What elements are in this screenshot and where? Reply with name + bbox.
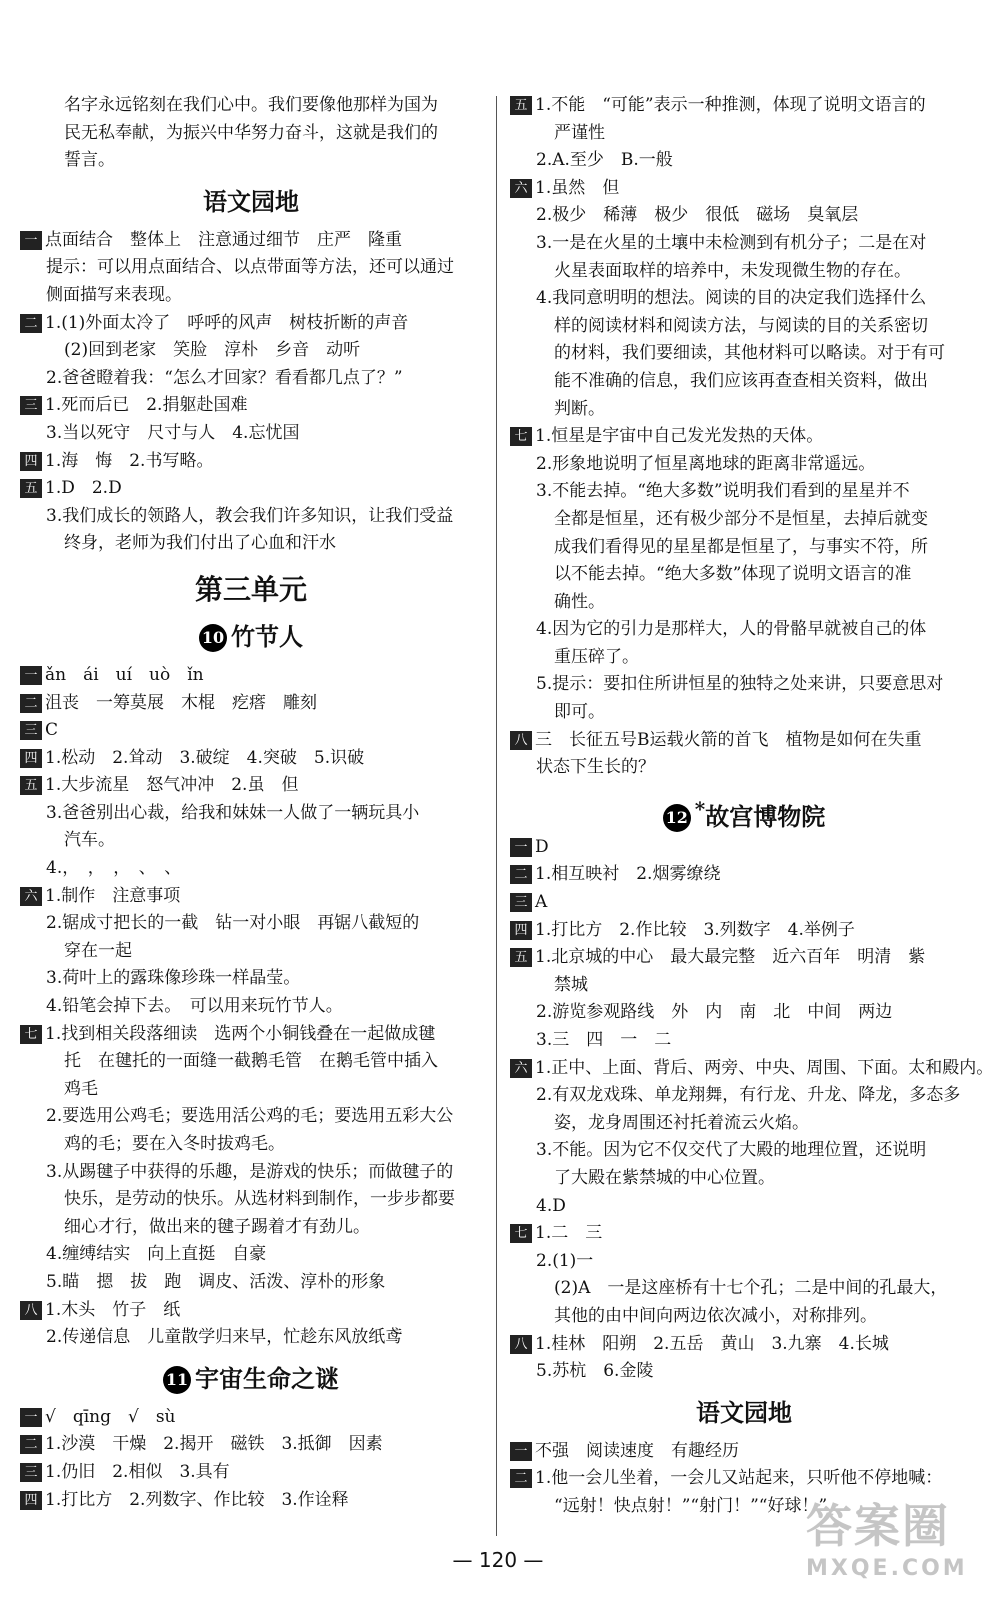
question-number-tag: 八: [510, 1335, 532, 1354]
answer-text: C: [45, 720, 59, 741]
answer-line: 汽车。: [64, 830, 115, 851]
question-number-tag: 七: [510, 1224, 532, 1243]
answer-text: D: [535, 836, 549, 857]
question-number-tag: 一: [20, 231, 42, 250]
answer-line: 了大殿在紫禁城的中心位置。: [554, 1167, 775, 1188]
answer-line: 穿在一起: [64, 940, 132, 961]
question-number-tag: 五: [510, 948, 532, 967]
lesson-heading: [510, 792, 978, 831]
answer-line: [20, 1431, 482, 1459]
answer-line: 5.提示：要扣住所讲恒星的独特之处来讲，只要意思对: [536, 674, 944, 695]
answer-line: [20, 717, 482, 745]
answer-line: 名字永远铭刻在我们心中。我们要像他那样为国为: [64, 95, 438, 115]
question-number-tag: 二: [20, 1435, 42, 1454]
answer-line: [510, 727, 978, 755]
answer-line: 判断。: [554, 398, 605, 419]
answer-line: 细心才行，做出来的毽子踢着才有劲儿。: [64, 1216, 370, 1237]
answer-line: 4.我同意明明的想法。阅读的目的决定我们选择什么: [536, 288, 927, 309]
answer-text: 沮丧 一筹莫展 木棍 疙瘩 雕刻: [45, 692, 317, 713]
answer-text: 不强 阅读速度 有趣经历: [535, 1440, 739, 1461]
answer-line: 以不能去掉。“绝大多数”体现了说明文语言的准: [554, 564, 912, 585]
question-number-tag: 五: [20, 776, 42, 795]
answer-line: 2.游览参观路线 外 内 南 北 中间 两边: [536, 1002, 893, 1023]
answer-line: 托 在毽托的一面缝一截鹅毛管 在鹅毛管中插入: [64, 1051, 438, 1072]
question-number-tag: 二: [510, 1469, 532, 1488]
answer-line: [20, 227, 482, 255]
answer-line: (2)A 一是这座桥有十七个孔；二是中间的孔最大，: [554, 1278, 948, 1299]
answer-line: 禁城: [554, 974, 588, 995]
answer-line: 姿，龙身周围还衬托着流云火焰。: [554, 1112, 809, 1133]
answer-line: 状态下生长的？: [536, 757, 655, 778]
answer-line: [510, 1465, 978, 1493]
watermark-line1: 答案圈: [806, 1499, 950, 1553]
answer-line: [20, 475, 482, 503]
left-column: [20, 92, 482, 1514]
answer-text: 1.相互映衬 2.烟雾缭绕: [535, 864, 721, 885]
answer-text: 三 长征五号B运载火箭的首飞 植物是如何在失重: [535, 729, 922, 750]
column-divider: [496, 96, 497, 1536]
lesson-heading: [20, 1362, 482, 1396]
answer-text: 1.D 2.D: [45, 478, 122, 499]
question-number-tag: 六: [510, 1059, 532, 1078]
answer-line: [20, 1487, 482, 1515]
question-number-tag: 三: [20, 1463, 42, 1482]
answer-line: 提示：可以用点面结合、以点带面等方法，还可以通过: [46, 257, 454, 278]
answer-line: 民无私奉献，为振兴中华努力奋斗，这就是我们的: [64, 122, 438, 143]
answer-line: 誓言。: [64, 150, 115, 171]
answer-line: [510, 175, 978, 203]
answer-text: 1.制作 注意事项: [45, 885, 181, 906]
answer-line: 火星表面取样的培养中，未发现微生物的存在。: [554, 260, 911, 281]
question-number-tag: 三: [20, 396, 42, 415]
answer-line: 3.爸爸别出心裁，给我和妹妹一人做了一辆玩具小: [46, 802, 420, 823]
answer-line: 2.极少 稀薄 极少 很低 磁场 臭氧层: [536, 205, 859, 226]
answer-line: 快乐，是劳动的快乐。从选材料到制作，一步步都要: [64, 1189, 455, 1210]
answer-line: 2.(1)一: [536, 1250, 594, 1271]
answer-text: 1.桂林 阳朔 2.五岳 黄山 3.九寨 4.长城: [535, 1333, 889, 1354]
answer-line: [510, 1331, 978, 1359]
answer-line: [20, 310, 482, 338]
answer-line: 终身，老师为我们付出了心血和汗水: [64, 533, 336, 554]
lesson-number-badge: 12: [663, 804, 691, 832]
answer-line: 5.瞄 摁 拔 跑 调皮、活泼、淳朴的形象: [46, 1271, 386, 1292]
answer-line: [20, 883, 482, 911]
answer-line: 样的阅读材料和阅读方法，与阅读的目的关系密切: [554, 315, 928, 336]
answer-text: 1.二 三: [535, 1223, 603, 1244]
question-number-tag: 七: [20, 1025, 42, 1044]
answer-line: 4.缠缚结实 向上直挺 自豪: [46, 1244, 267, 1265]
answer-line: [510, 834, 978, 862]
question-number-tag: 四: [20, 1491, 42, 1510]
question-number-tag: 七: [510, 427, 532, 446]
question-number-tag: 一: [20, 666, 42, 685]
answer-line: [20, 690, 482, 718]
answer-line: 的材料，我们要细读，其他材料可以略读。对于有可: [554, 343, 945, 364]
answer-line: 4.D: [536, 1195, 566, 1216]
answer-line: [20, 662, 482, 690]
question-number-tag: 一: [510, 1442, 532, 1461]
answer-text: 1.木头 竹子 纸: [45, 1299, 181, 1320]
answer-line: 3.当以死守 尺寸与人 4.忘忧国: [46, 422, 300, 443]
watermark-logo: [806, 1490, 986, 1590]
answer-line: 4.铅笔会掉下去。 可以用来玩竹节人。: [46, 996, 343, 1017]
answer-line: (2)回到老家 笑脸 淳朴 乡音 动听: [64, 340, 361, 361]
answer-line: [20, 448, 482, 476]
page-number: — 120 —: [452, 1548, 544, 1572]
answer-line: 鸡的毛；要在入冬时拔鸡毛。: [64, 1134, 285, 1154]
answer-line: 3.三 四 一 二: [536, 1030, 672, 1050]
answer-line: 严谨性: [554, 122, 605, 143]
answer-line: 2.A.至少 B.一般: [536, 150, 673, 171]
question-number-tag: 四: [20, 452, 42, 471]
question-number-tag: 五: [20, 479, 42, 498]
answer-line: [510, 1438, 978, 1466]
answer-text: 1.他一会儿坐着，一会儿又站起来，只听他不停地喊：: [535, 1468, 943, 1489]
answer-line: 3.从踢毽子中获得的乐趣，是游戏的快乐；而做毽子的: [46, 1161, 454, 1182]
answer-line: 鸡毛: [64, 1078, 98, 1099]
answer-line: [510, 92, 978, 120]
answer-text: 1.沙漠 干燥 2.揭开 磁铁 3.抵御 因素: [45, 1434, 383, 1455]
question-number-tag: 八: [510, 731, 532, 750]
unit-heading: 第三单元: [194, 572, 307, 606]
answer-line: 2.锯成寸把长的一截 钻一对小眼 再锯八截短的: [46, 913, 420, 934]
answer-text: 1.仍旧 2.相似 3.具有: [45, 1461, 230, 1482]
answer-line: [20, 1021, 482, 1049]
answer-line: 成我们看得见的星星都是恒星了，与事实不符，所: [554, 536, 928, 557]
answer-line: 全都是恒星，还有极少部分不是恒星，去掉后就变: [554, 508, 928, 529]
answer-line: 即可。: [554, 702, 605, 723]
answer-text: 1.恒星是宇宙中自己发光发热的天体。: [535, 426, 824, 447]
answer-line: 2.有双龙戏珠、单龙翔舞，有行龙、升龙、降龙，多态多: [536, 1085, 961, 1106]
answer-line: “远射！快点射！”“射门！”“好球！”: [554, 1495, 828, 1516]
answer-text: 1.死而后已 2.捐躯赴国难: [45, 395, 248, 416]
answer-text: 1.松动 2.耸动 3.破绽 4.突破 5.识破: [45, 747, 365, 768]
answer-line: [20, 772, 482, 800]
answer-line: [510, 889, 978, 917]
answer-line: 3.我们成长的领路人，教会我们许多知识，让我们受益: [46, 505, 454, 526]
lesson-title: 竹节人: [231, 621, 303, 651]
answer-text: ǎn ái uí uò ǐn: [45, 664, 204, 685]
answer-line: 3.荷叶上的露珠像珍珠一样晶莹。: [46, 968, 301, 989]
question-number-tag: 四: [20, 749, 42, 768]
question-number-tag: 二: [20, 314, 42, 333]
answer-line: [510, 944, 978, 972]
answer-line: 能不准确的信息，我们应该再查查相关资料，做出: [554, 370, 928, 391]
question-number-tag: 四: [510, 921, 532, 940]
question-number-tag: 二: [510, 865, 532, 884]
answer-line: 2.传递信息 儿童散学归来早，忙趁东风放纸鸢: [46, 1327, 403, 1348]
lesson-number-badge: 10: [199, 624, 227, 652]
answer-text: 1.打比方 2.列数字、作比较 3.作诠释: [45, 1489, 349, 1510]
question-number-tag: 三: [510, 893, 532, 912]
answer-line: 2.形象地说明了恒星离地球的距离非常遥远。: [536, 453, 876, 474]
lesson-heading: [20, 620, 482, 654]
answer-line: [510, 1220, 978, 1248]
answer-line: 2.要选用公鸡毛；要选用活公鸡的毛；要选用五彩大公: [46, 1106, 454, 1127]
answer-line: [510, 1055, 994, 1083]
answer-line: 3.不能去掉。“绝大多数”说明我们看到的星星并不: [536, 481, 910, 502]
answer-text: 点面结合 整体上 注意通过细节 庄严 隆重: [45, 229, 402, 250]
question-number-tag: 一: [510, 838, 532, 857]
answer-line: 4.因为它的引力是那样大，人的骨骼早就被自己的体: [536, 619, 927, 640]
answer-line: 重压碎了。: [554, 646, 639, 667]
answer-text: 1.找到相关段落细读 选两个小铜钱叠在一起做成毽: [45, 1023, 436, 1044]
answer-line: [20, 745, 482, 773]
question-number-tag: 一: [20, 1408, 42, 1427]
answer-line: [510, 917, 978, 945]
section-heading: 语文园地: [203, 186, 299, 216]
answer-line: 确性。: [554, 591, 605, 612]
answer-line: [20, 392, 482, 420]
answer-line: 5.苏杭 6.金陵: [536, 1361, 654, 1382]
question-number-tag: 五: [510, 96, 532, 115]
answer-line: [510, 423, 978, 451]
lesson-title: 故宫博物院: [705, 801, 826, 831]
answer-text: √ qīng √ sù: [45, 1406, 176, 1427]
section-heading: 语文园地: [696, 1397, 792, 1427]
answer-text: 1.打比方 2.作比较 3.列数字 4.举例子: [535, 919, 855, 940]
question-number-tag: 六: [510, 179, 532, 198]
lesson-optional-mark: *: [694, 796, 706, 821]
answer-text: 1.正中、上面、背后、两旁、中央、周围、下面。太和殿内。: [535, 1057, 994, 1078]
answer-text: 1.不能 “可能”表示一种推测，体现了说明文语言的: [535, 95, 926, 115]
answer-line: 3.一是在火星的土壤中未检测到有机分子；二是在对: [536, 232, 927, 253]
answer-line: [20, 1404, 482, 1432]
answer-line: [20, 1459, 482, 1487]
question-number-tag: 六: [20, 887, 42, 906]
answer-text: 1.虽然 但: [535, 177, 620, 198]
answer-line: 其他的由中间向两边依次减小，对称排列。: [554, 1305, 877, 1326]
answer-line: 4.， ， ， 、 、: [46, 858, 182, 879]
answer-text: 1.北京城的中心 最大最完整 近六百年 明清 紫: [535, 947, 926, 968]
question-number-tag: 三: [20, 721, 42, 740]
lesson-number-badge: 11: [163, 1366, 191, 1394]
watermark-line2: MXQE.COM: [806, 1556, 968, 1581]
answer-text: A: [535, 892, 548, 913]
answer-text: 1.大步流星 怒气冲冲 2.虽 但: [45, 775, 299, 796]
answer-line: 2.爸爸瞪着我：“怎么才回家？看看都几点了？”: [46, 367, 403, 388]
question-number-tag: 八: [20, 1301, 42, 1320]
answer-text: 1.海 悔 2.书写略。: [45, 450, 214, 471]
answer-line: [20, 1297, 482, 1325]
answer-text: 1.(1)外面太冷了 呼呼的风声 树枝折断的声音: [45, 312, 409, 333]
answer-line: [510, 861, 978, 889]
lesson-title: 宇宙生命之谜: [195, 1363, 339, 1393]
right-column: [510, 92, 994, 1521]
question-number-tag: 二: [20, 694, 42, 713]
answer-line: 侧面描写来表现。: [46, 284, 182, 305]
answer-line: 3.不能。因为它不仅交代了大殿的地理位置，还说明: [536, 1140, 927, 1161]
